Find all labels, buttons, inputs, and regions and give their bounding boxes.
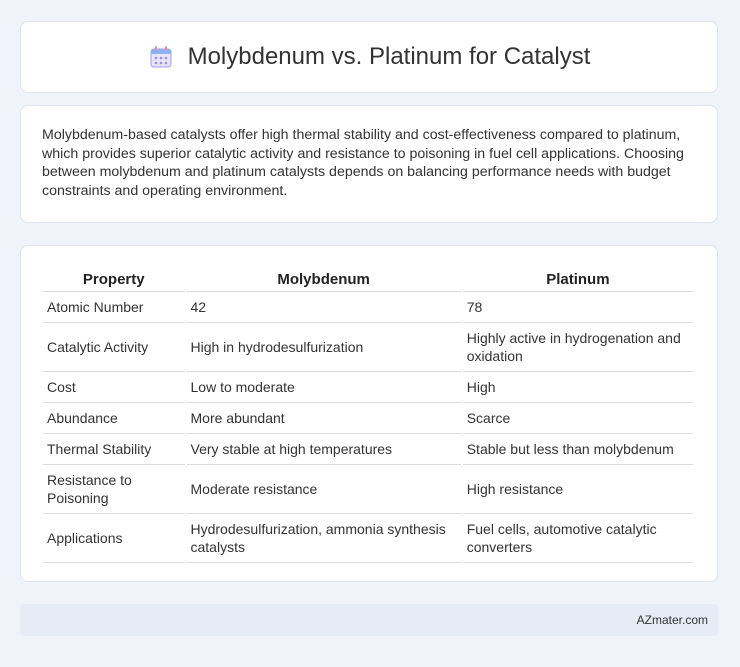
platinum-cell: Stable but less than molybdenum <box>463 434 693 465</box>
comparison-table <box>41 264 695 563</box>
property-cell: Abundance <box>43 403 185 434</box>
molybdenum-cell: Hydrodesulfurization, ammonia synthesis catalysts <box>187 514 461 563</box>
property-cell: Cost <box>43 372 185 403</box>
table-row <box>43 403 693 434</box>
table-row <box>43 514 693 563</box>
calendar-icon <box>148 44 174 70</box>
table-row <box>43 465 693 514</box>
platinum-cell: High resistance <box>463 465 693 514</box>
molybdenum-cell: More abundant <box>187 403 461 434</box>
platinum-cell: 78 <box>463 292 693 323</box>
footer-site-link[interactable]: AZmater.com <box>636 613 708 627</box>
table-row <box>43 323 693 372</box>
molybdenum-cell: Moderate resistance <box>187 465 461 514</box>
table-header-row <box>43 264 693 292</box>
page-title: Molybdenum vs. Platinum for Catalyst <box>187 43 591 70</box>
table-row <box>43 372 693 403</box>
property-cell: Resistance to Poisoning <box>43 465 185 514</box>
molybdenum-cell: Low to moderate <box>187 372 461 403</box>
table-row <box>43 434 693 465</box>
table-row <box>43 292 693 323</box>
property-cell: Atomic Number <box>43 292 185 323</box>
column-header-platinum: Platinum <box>463 264 693 292</box>
platinum-cell: High <box>463 372 693 403</box>
molybdenum-cell: Very stable at high temperatures <box>187 434 461 465</box>
intro-card <box>20 105 718 223</box>
column-header-property: Property <box>43 264 185 292</box>
property-cell: Applications <box>43 514 185 563</box>
column-header-molybdenum: Molybdenum <box>187 264 461 292</box>
title-card <box>20 21 718 93</box>
platinum-cell: Scarce <box>463 403 693 434</box>
footer <box>20 604 718 636</box>
platinum-cell: Fuel cells, automotive catalytic converters <box>463 514 693 563</box>
platinum-cell: Highly active in hydrogenation and oxidation <box>463 323 693 372</box>
comparison-card <box>20 245 718 582</box>
property-cell: Catalytic Activity <box>43 323 185 372</box>
molybdenum-cell: 42 <box>187 292 461 323</box>
property-cell: Thermal Stability <box>43 434 185 465</box>
molybdenum-cell: High in hydrodesulfurization <box>187 323 461 372</box>
intro-text: Molybdenum-based catalysts offer high thermal stability and cost-effectiveness compared to platinum, which provides superior catalytic activity and resistance to poisoning in fuel cell applications. Choosing between molybdenum and platinum catalysts depends on balancing performance needs with budget constraints and operating environment. <box>42 127 684 199</box>
